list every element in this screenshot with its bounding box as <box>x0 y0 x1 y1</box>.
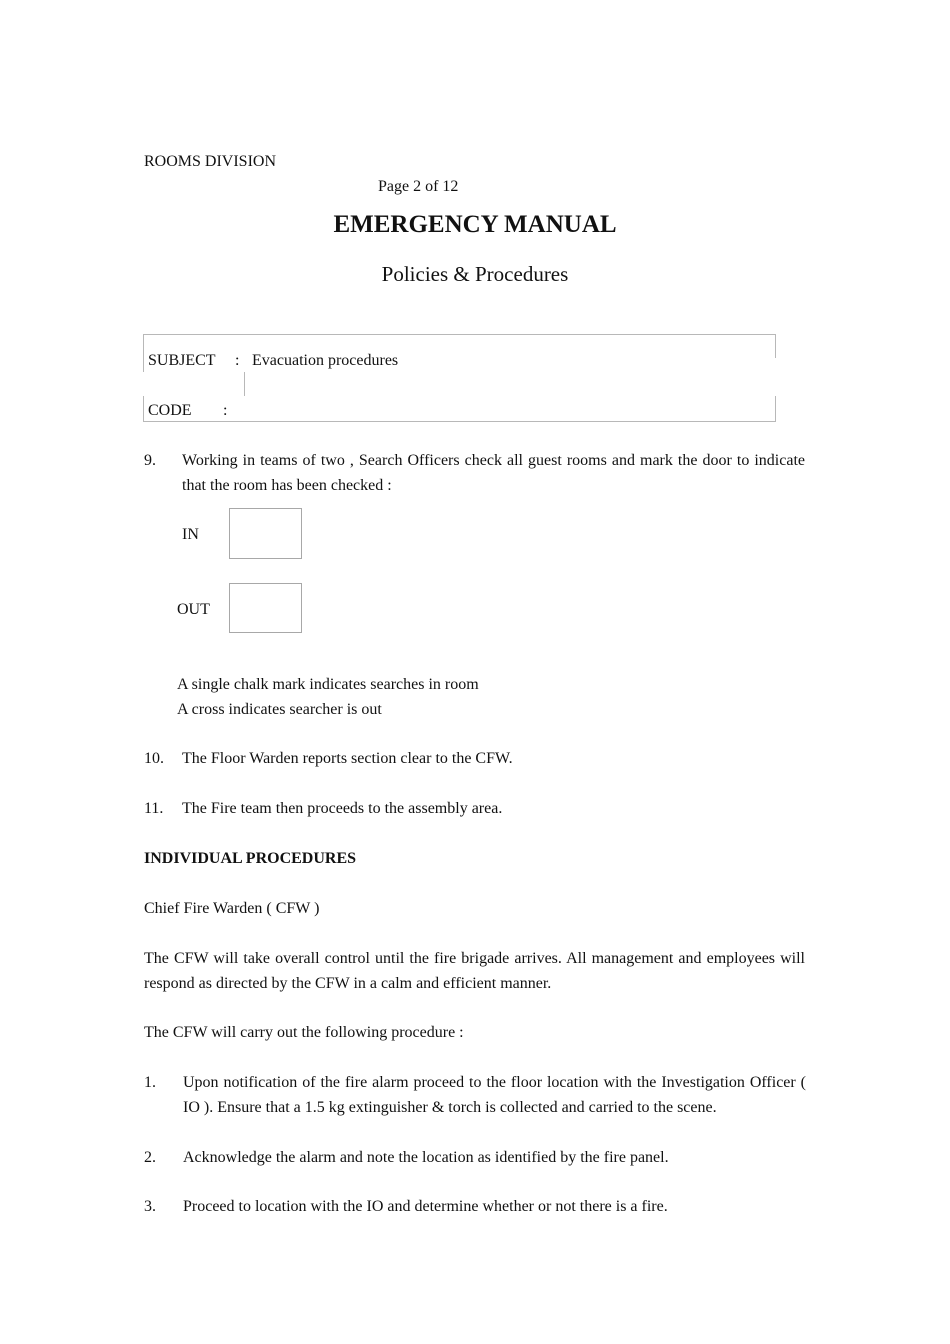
list-item-number: 9. <box>144 452 156 469</box>
intro-paragraph: The CFW will take overall control until the fire brigade arrives. All management and employees will respond as directed by the CFW in a calm and efficient manner. <box>144 950 805 992</box>
box-right-border-top <box>775 334 776 358</box>
step-text: Proceed to location with the IO and determine whether or not there is a fire. <box>183 1198 668 1215</box>
out-label: OUT <box>177 601 210 618</box>
subject-value: Evacuation procedures <box>252 352 399 369</box>
code-label: CODE <box>148 402 192 419</box>
list-item-text: Working in teams of two , Search Officers check all guest rooms and mark the door to indicate that the room has been checked : <box>182 452 805 494</box>
chalk-note-line-1: A single chalk mark indicates searches in room <box>177 676 479 693</box>
step-text: Upon notification of the fire alarm proceed to the floor location with the Investigation Officer ( IO ). Ensure that a 1.5 kg extinguisher & torch is collected and carried to the scene. <box>183 1074 806 1116</box>
procedure-intro: The CFW will carry out the following procedure : <box>144 1024 464 1041</box>
document-title: EMERGENCY MANUAL <box>333 211 617 238</box>
code-colon: : <box>223 402 228 419</box>
list-item-number: 11. <box>144 800 164 817</box>
in-mark-box <box>229 508 302 559</box>
subject-label: SUBJECT <box>148 352 216 369</box>
subject-colon: : <box>235 352 240 369</box>
box-right-border-bottom <box>775 396 776 422</box>
list-item-number: 10. <box>144 750 164 767</box>
box-top-border <box>143 334 776 335</box>
chalk-note-line-2: A cross indicates searcher is out <box>177 701 382 718</box>
out-mark-box <box>229 583 302 633</box>
list-item-text: The Fire team then proceeds to the assembly area. <box>182 800 503 817</box>
step-text: Acknowledge the alarm and note the location as identified by the fire panel. <box>183 1149 669 1166</box>
box-divider <box>244 372 245 396</box>
step-number: 2. <box>144 1149 156 1166</box>
box-left-border-bottom <box>143 396 144 422</box>
section-heading: INDIVIDUAL PROCEDURES <box>144 850 357 867</box>
in-label: IN <box>182 526 199 543</box>
page-indicator: Page 2 of 12 <box>378 178 459 195</box>
document-subtitle: Policies & Procedures <box>381 262 569 286</box>
box-bottom-border <box>143 421 776 422</box>
list-item-text: The Floor Warden reports section clear to the CFW. <box>182 750 513 767</box>
box-left-border-top <box>143 334 144 372</box>
step-number: 1. <box>144 1074 156 1091</box>
step-number: 3. <box>144 1198 156 1215</box>
division-label: ROOMS DIVISION <box>144 153 277 170</box>
role-title: Chief Fire Warden ( CFW ) <box>144 900 320 917</box>
